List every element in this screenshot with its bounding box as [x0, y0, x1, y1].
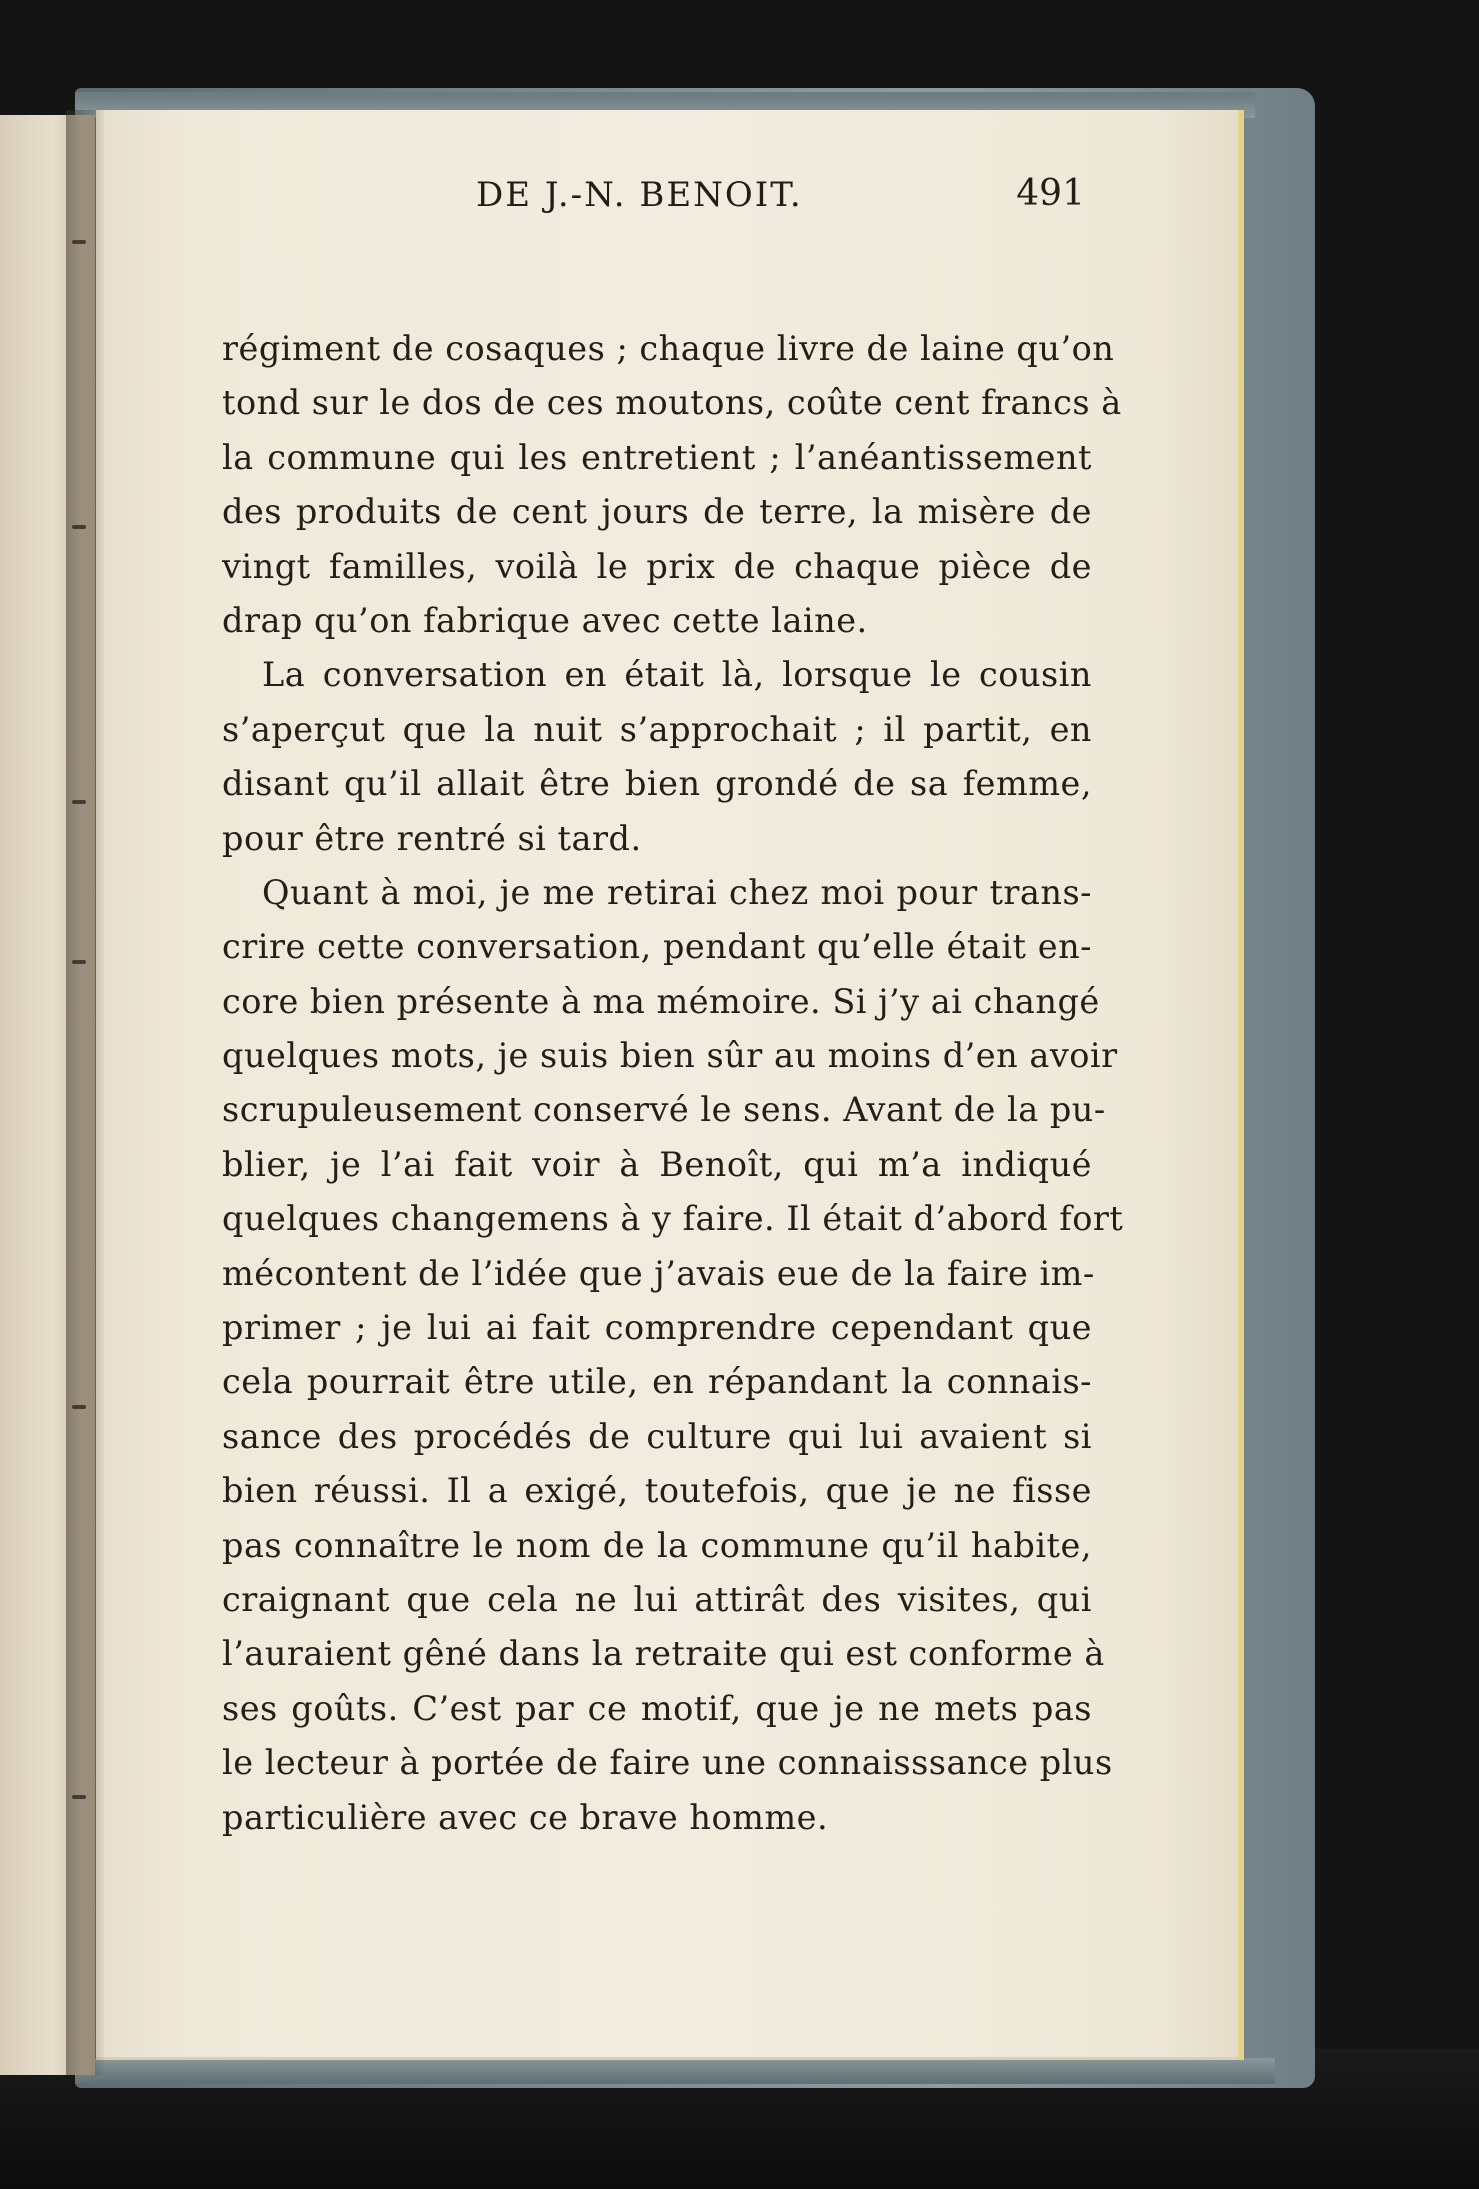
text-line: s’aperçut que la nuit s’approchait ; il partit, en	[222, 709, 1092, 749]
text-line: pour être rentré si tard.	[222, 818, 642, 858]
text-line: Quant à moi, je me retirai chez moi pour trans-	[262, 872, 1092, 912]
cover-edge-bottom	[75, 2058, 1275, 2084]
text-line: des produits de cent jours de terre, la misère de	[222, 492, 1092, 532]
text-line: le lecteur à portée de faire une connaisssance plus	[222, 1743, 1113, 1783]
text-line: craignant que cela ne lui attirât des visites, qui	[222, 1579, 1092, 1619]
text-line: pas connaître le nom de la commune qu’il habite,	[222, 1525, 1092, 1565]
page-header	[380, 175, 1085, 235]
text-line: la commune qui les entretient ; l’anéantissement	[222, 437, 1092, 477]
body-text	[222, 322, 1124, 1845]
text-line: régiment de cosaques ; chaque livre de laine qu’on	[222, 329, 1115, 368]
text-line: quelques mots, je suis bien sûr au moins d’en avoir	[222, 1036, 1118, 1076]
text-line: particulière avec ce brave homme.	[222, 1797, 829, 1837]
text-line: blier, je l’ai fait voir à Benoît, qui m’a indiqué	[222, 1144, 1092, 1184]
text-line: La conversation en était là, lorsque le cousin	[262, 655, 1092, 695]
text-line: primer ; je lui ai fait comprendre cependant que	[222, 1308, 1092, 1348]
text-line: crire cette conversation, pendant qu’elle était en-	[222, 927, 1092, 967]
page-number: 491	[1016, 173, 1085, 214]
text-line: disant qu’il allait être bien grondé de sa femme,	[222, 764, 1092, 804]
text-line: l’auraient gêné dans la retraite qui est conforme à	[222, 1634, 1105, 1674]
text-line: quelques changemens à y faire. Il était d’abord fort	[222, 1199, 1124, 1239]
text-line: drap qu’on fabrique avec cette laine.	[222, 600, 868, 640]
text-line: scrupuleusement conservé le sens. Avant de la pu-	[222, 1090, 1106, 1130]
text-line: sance des procédés de culture qui lui avaient si	[222, 1416, 1092, 1456]
text-line: vingt familles, voilà le prix de chaque pièce de	[222, 546, 1092, 586]
text-line: mécontent de l’idée que j’avais eue de la faire im-	[222, 1253, 1095, 1293]
running-title: DE J.-N. BENOIT.	[476, 175, 803, 215]
text-line: ses goûts. C’est par ce motif, que je ne mets pas	[222, 1688, 1092, 1728]
text-line: cela pourrait être utile, en répandant la connais-	[222, 1362, 1092, 1402]
text-line: core bien présente à ma mémoire. Si j’y ai changé	[222, 981, 1100, 1021]
gutter-shadow	[66, 110, 104, 2075]
text-line: bien réussi. Il a exigé, toutefois, que je ne fisse	[222, 1471, 1092, 1511]
text-line: tond sur le dos de ces moutons, coûte cent francs à	[222, 383, 1122, 423]
